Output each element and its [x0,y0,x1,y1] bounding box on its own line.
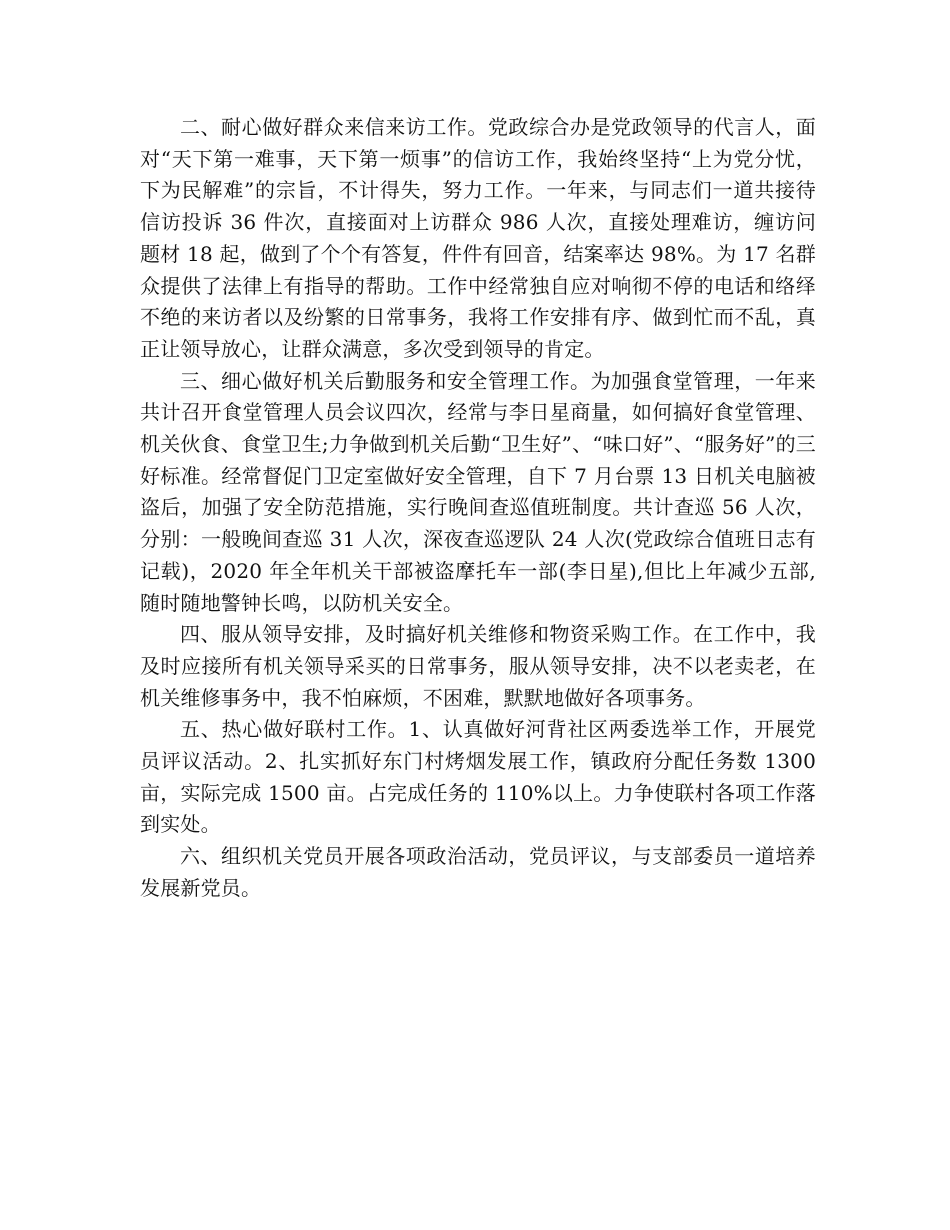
paragraph-party-activities: 六、组织机关党员开展各项政治活动，党员评议，与支部委员一道培养发展新党员。 [140,844,816,900]
document-body [140,112,816,905]
paragraph-village-liaison: 五、热心做好联村工作。1、认真做好河背社区两委选举工作，开展党员评议活动。2、扎实抓好东门村烤烟发展工作，镇政府分配任务数 1300 亩，实际完成 1500 亩。占完成任务的 110%以上。力争使联村各项工作落到实处。 [140,717,816,837]
paragraph-logistics-and-security: 三、细心做好机关后勤服务和安全管理工作。为加强食堂管理，一年来共计召开食堂管理人员会议四次，经常与李日星商量，如何搞好食堂管理、机关伙食、食堂卫生;力争做到机关后勤“卫生好”、“味口好”、“服务好”的三好标准。经常督促门卫定室做好安全管理，自下 7 月台票 13 日机关电脑被盗后，加强了安全防范措施，实行晚间查巡值班制度。共计查巡 56 人次，分别：一般晚间查巡 31 人次，深夜查巡逻队 24 人次(党政综合值班日志有记载)，2020 年全年机关干部被盗摩托车一部(李日星),但比上年减少五部,随时随地警钟长鸣，以防机关安全。 [140,368,816,615]
paragraph-letters-and-visits: 二、耐心做好群众来信来访工作。党政综合办是党政领导的代言人，面对“天下第一难事，天下第一烦事”的信访工作，我始终坚持“上为党分忧，下为民解难”的宗旨，不计得失，努力工作。一年来，与同志们一道共接待信访投诉 36 件次，直接面对上访群众 986 人次，直接处理难访，缠访问题材 18 起，做到了个个有答复，件件有回音，结案率达 98%。为 17 名群众提供了法律上有指导的帮助。工作中经常独自应对响彻不停的电话和络绎不绝的来访者以及纷繁的日常事务，我将工作安排有序、做到忙而不乱，真正让领导放心，让群众满意，多次受到领导的肯定。 [140,115,816,361]
paragraph-maintenance-and-procurement: 四、服从领导安排，及时搞好机关维修和物资采购工作。在工作中，我及时应接所有机关领导采买的日常事务，服从领导安排，决不以老卖老，在机关维修事务中，我不怕麻烦，不困难，默默地做好各项事务。 [140,622,816,710]
